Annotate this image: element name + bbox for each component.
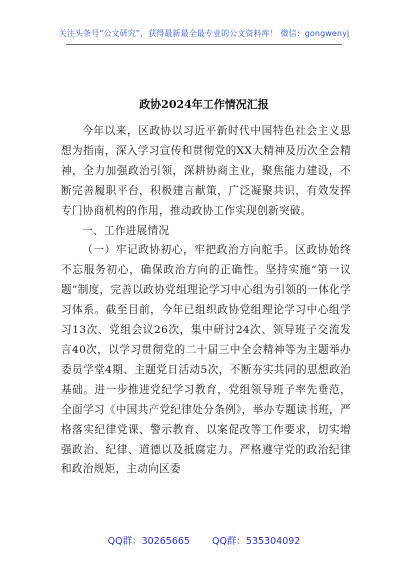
intro-paragraph: 今年以来，区政协以习近平新时代中国特色社会主义思想为指南，深入学习宣传和贯彻党的XX大精神及历次全会精神，全力加强政治引领，深耕协商主业，聚焦能力建设，不断完善履职平台，积极建言献策，广泛凝聚共识，有效发挥专门协商机构的作用，推动政协工作实现创新突破。	[61, 125, 351, 217]
footer-contacts	[0, 533, 408, 547]
header-divider	[66, 44, 342, 45]
footer-qq-group-2: QQ群：535304092	[211, 536, 301, 547]
document-body	[61, 122, 351, 480]
document-title: 政协2024年工作情况汇报	[139, 98, 269, 111]
section-paragraph: （一）牢记政协初心，牢把政治方向舵手。区政协始终不忘服务初心，确保政治方向的正确性。坚持实施“第一议题”制度，完善以政协党组理论学习中心组为引领的一体化学习体系。截至目前，今年已组织政协党组理论学习中心组学习13次、党组会议26次，集中研讨24次、领导班子交流发言40次，以学习贯彻党的二十届三中全会精神等为主题举办委员学堂4期、主题党日活动5次，不断夯实共同的思想政治基础。进一步推进党纪学习教育，党组领导班子率先垂范，全面学习《中国共产党纪律处分条例》，举办专题读书班，严格落实纪律党课、警示教育、以案促改等工作要求，切实增强政治、纪律、道德以及抵腐定力。严格遵守党的政治纪律和政治规矩，主动向区委	[61, 244, 351, 476]
section-heading: 一、工作进展情况	[82, 224, 170, 237]
header-banner: 关注头条号“公文研究”，获得最新最全最专业的公文资料库！ 微信：gongwenyj	[58, 29, 350, 38]
footer-qq-group-1: QQ群：30265665	[107, 536, 190, 547]
